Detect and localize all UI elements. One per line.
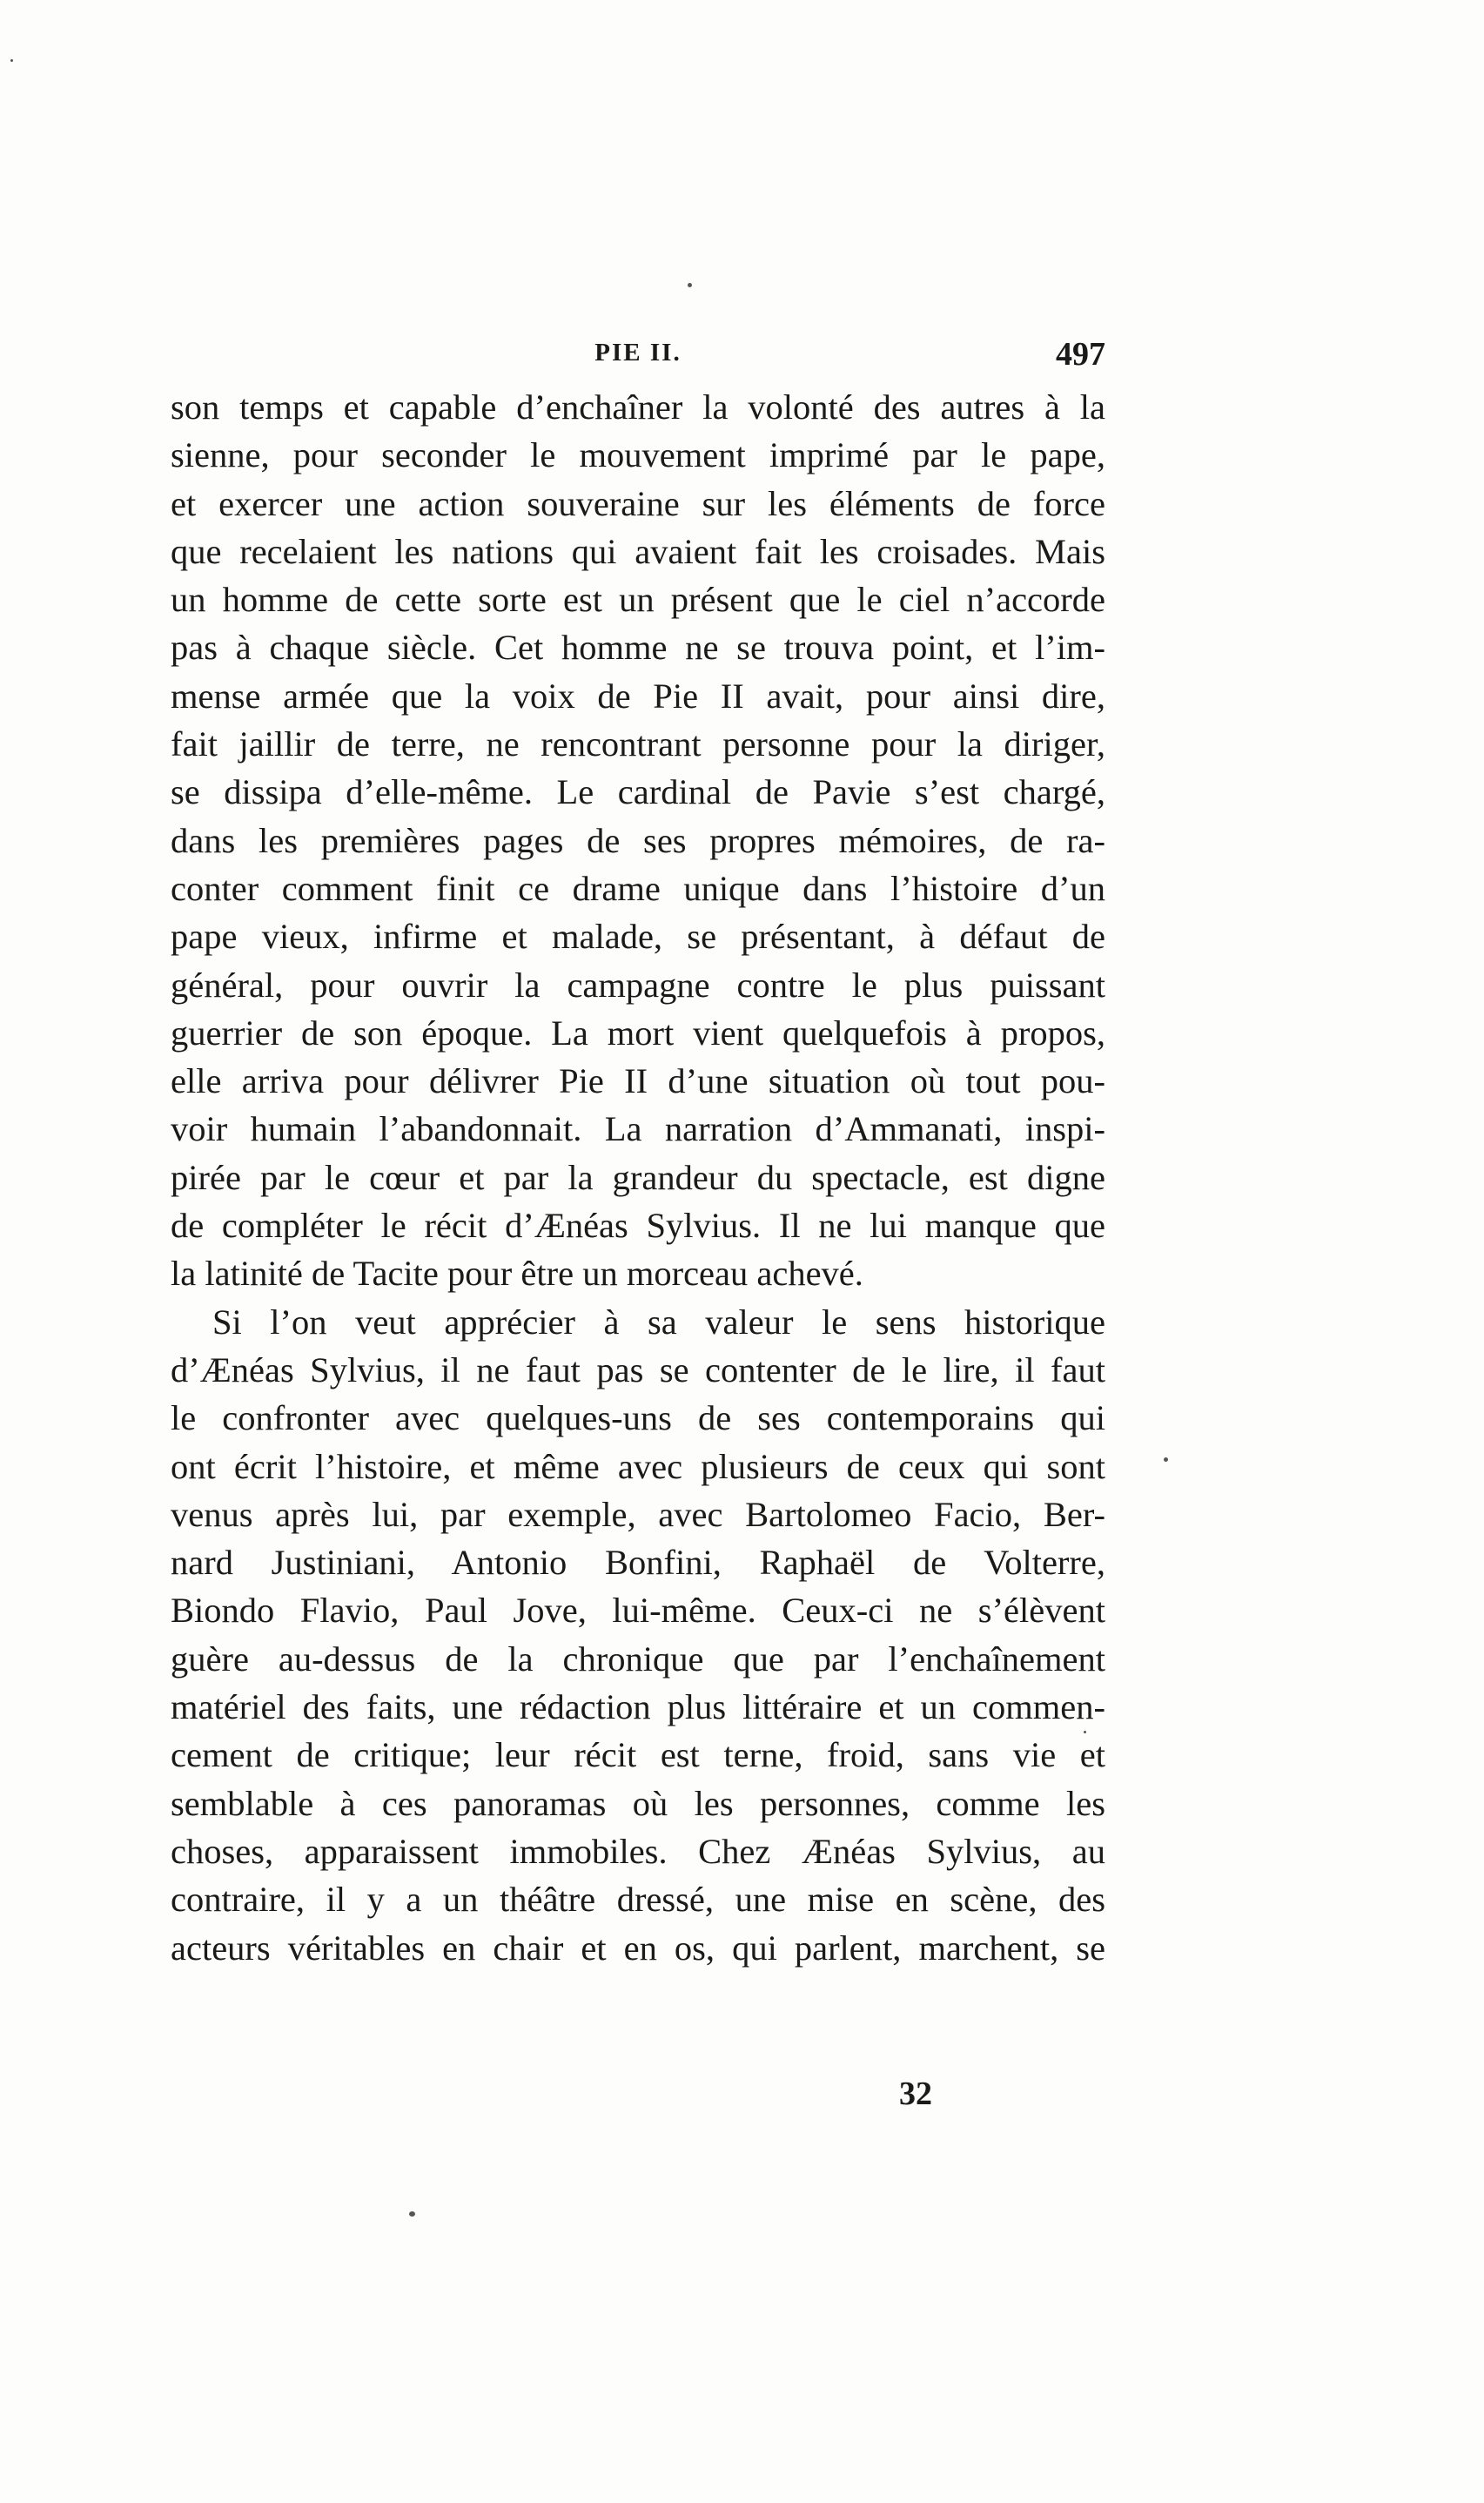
text-line: se dissipa d’elle-même. Le cardinal de Pavie s’est chargé,: [171, 772, 1105, 812]
body-text: [171, 383, 1105, 1972]
text-line: nard Justiniani, Antonio Bonfini, Raphaël de Volterre,: [171, 1543, 1105, 1583]
text-line: voir humain l’abandonnait. La narration d’Ammanati, inspi-: [171, 1109, 1105, 1149]
text-line: pirée par le cœur et par la grandeur du spectacle, est digne: [171, 1157, 1105, 1197]
signature-mark: 32: [899, 2076, 932, 2112]
text-line: le confronter avec quelques-uns de ses contemporains qui: [171, 1398, 1105, 1438]
running-head: [171, 335, 1105, 387]
text-line: dans les premières pages de ses propres mémoires, de ra-: [171, 820, 1105, 860]
text-line: Biondo Flavio, Paul Jove, lui-même. Ceux-ci ne s’élèvent: [171, 1591, 1105, 1631]
text-line: conter comment finit ce drame unique dans l’histoire d’un: [171, 868, 1105, 908]
text-line: mense armée que la voix de Pie II avait, pour ainsi dire,: [171, 676, 1105, 716]
paragraph-2: [171, 1298, 1105, 1972]
text-line: un homme de cette sorte est un présent que le ciel n’accorde: [171, 580, 1105, 620]
text-line: sienne, pour seconder le mouvement imprimé par le pape,: [171, 435, 1105, 475]
text-line: acteurs véritables en chair et en os, qui parlent, marchent, se: [171, 1928, 1105, 1968]
scan-speck: [1164, 1457, 1168, 1462]
text-line: venus après lui, par exemple, avec Bartolomeo Facio, Ber-: [171, 1494, 1105, 1534]
text-line: cement de critique; leur récit est terne, froid, sans vie et: [171, 1735, 1105, 1775]
text-line: choses, apparaissent immobiles. Chez Ænéas Sylvius, au: [171, 1831, 1105, 1871]
text-line: ont écrit l’histoire, et même avec plusieurs de ceux qui sont: [171, 1446, 1105, 1486]
text-line: général, pour ouvrir la campagne contre le plus puissant: [171, 965, 1105, 1005]
text-line: de compléter le récit d’Ænéas Sylvius. Il ne lui manque que: [171, 1206, 1105, 1246]
scan-speck: [10, 59, 13, 62]
text-line: contraire, il y a un théâtre dressé, une mise en scène, des: [171, 1880, 1105, 1920]
text-line: d’Ænéas Sylvius, il ne faut pas se contenter de le lire, il faut: [171, 1349, 1105, 1389]
text-line: son temps et capable d’enchaîner la volonté des autres à la: [171, 387, 1105, 427]
running-title: PIE II.: [594, 339, 682, 367]
text-line: pape vieux, infirme et malade, se présentant, à défaut de: [171, 917, 1105, 957]
text-line: guerrier de son époque. La mort vient quelquefois à propos,: [171, 1013, 1105, 1053]
paragraph-1: [171, 383, 1105, 1298]
text-line: que recelaient les nations qui avaient fait les croisades. Mais: [171, 531, 1105, 571]
scan-speck: [1084, 1731, 1086, 1733]
text-line: elle arriva pour délivrer Pie II d’une situation où tout pou-: [171, 1061, 1105, 1101]
scan-speck: [688, 283, 692, 287]
text-line: pas à chaque siècle. Cet homme ne se trouva point, et l’im-: [171, 628, 1105, 668]
text-line: la latinité de Tacite pour être un morceau achevé.: [171, 1254, 863, 1294]
text-line: Si l’on veut apprécier à sa valeur le sens historique: [212, 1302, 1105, 1342]
text-line: matériel des faits, une rédaction plus littéraire et un commen-: [171, 1687, 1105, 1727]
text-line: et exercer une action souveraine sur les éléments de force: [171, 483, 1105, 523]
page-number: 497: [1056, 336, 1105, 373]
text-line: guère au-dessus de la chronique que par l’enchaînement: [171, 1638, 1105, 1679]
text-line: fait jaillir de terre, ne rencontrant personne pour la diriger,: [171, 724, 1105, 764]
scan-speck: [409, 2211, 415, 2217]
text-line: semblable à ces panoramas où les personnes, comme les: [171, 1783, 1105, 1823]
